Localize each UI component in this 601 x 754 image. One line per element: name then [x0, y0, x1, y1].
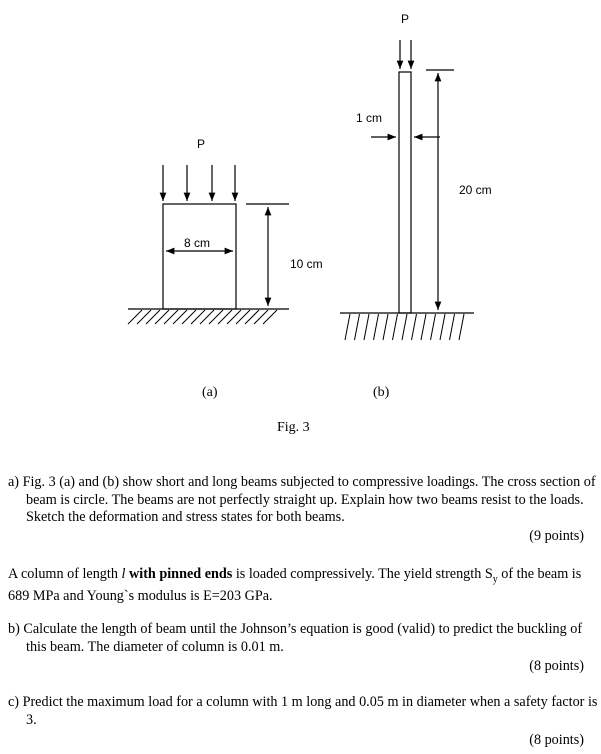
hatch-line	[146, 310, 160, 324]
hatch-line	[137, 310, 151, 324]
intro-part-2: is loaded compressively. The yield strength S	[232, 566, 493, 582]
column-description	[8, 566, 588, 606]
hatch-line	[355, 314, 360, 340]
hatch-line	[431, 314, 436, 340]
load-label-b: P	[401, 12, 410, 26]
question-a-points: (9 points)	[529, 528, 584, 544]
figure-caption: Fig. 3	[277, 420, 310, 435]
ground-hatch-b	[345, 314, 464, 340]
hatch-line	[412, 314, 417, 340]
hatch-line	[364, 314, 369, 340]
hatch-line	[182, 310, 196, 324]
width-label-a: 8 cm	[184, 236, 211, 250]
hatch-line	[450, 314, 455, 340]
question-a: a) Fig. 3 (a) and (b) show short and long beams subjected to compressive loadings. The cross section of beam is circle. The beams are not perfectly straight up. Explain how two beams resist to the loads. Sketch the deformation and stress states for both beams.	[8, 474, 596, 525]
hatch-line	[128, 310, 142, 324]
ground-hatch-a	[128, 310, 277, 324]
height-label-a: 10 cm	[290, 257, 323, 271]
hatch-line	[209, 310, 223, 324]
hatch-line	[440, 314, 445, 340]
hatch-line	[200, 310, 214, 324]
hatch-line	[218, 310, 232, 324]
subcaption-b: (b)	[373, 385, 390, 400]
question-b: b) Calculate the length of beam until the Johnson’s equation is good (valid) to predict the buckling of this beam. The diameter of column is 0.01 m.	[8, 621, 583, 655]
hatch-line	[345, 314, 350, 340]
length-symbol: l	[121, 566, 126, 582]
subcaption-a: (a)	[202, 385, 218, 400]
hatch-line	[173, 310, 187, 324]
hatch-line	[245, 310, 259, 324]
intro-part-3: of the beam is 689 MPa and Young`s modulus is E=203 GPa.	[8, 566, 582, 605]
long-beam-figure	[340, 40, 474, 313]
hatch-line	[393, 314, 398, 340]
hatch-line	[421, 314, 426, 340]
short-beam	[163, 204, 236, 309]
hatch-line	[164, 310, 178, 324]
hatch-line	[254, 310, 268, 324]
hatch-line	[191, 310, 205, 324]
hatch-line	[402, 314, 407, 340]
hatch-line	[155, 310, 169, 324]
hatch-line	[374, 314, 379, 340]
question-c: c) Predict the maximum load for a column with 1 m long and 0.05 m in diameter when a safety factor is 3.	[8, 694, 598, 728]
height-label-b: 20 cm	[459, 183, 492, 197]
long-beam	[399, 72, 411, 313]
question-c-points: (8 points)	[529, 732, 584, 748]
load-label-a: P	[197, 137, 206, 151]
hatch-line	[383, 314, 388, 340]
width-label-b: 1 cm	[356, 111, 383, 125]
hatch-line	[236, 310, 250, 324]
hatch-line	[227, 310, 241, 324]
yield-subscript: y	[492, 573, 498, 585]
hatch-line	[459, 314, 464, 340]
intro-part-1: A column of length	[8, 566, 122, 582]
pinned-ends-text: with pinned ends	[129, 566, 233, 582]
hatch-line	[263, 310, 277, 324]
question-b-points: (8 points)	[529, 658, 584, 674]
